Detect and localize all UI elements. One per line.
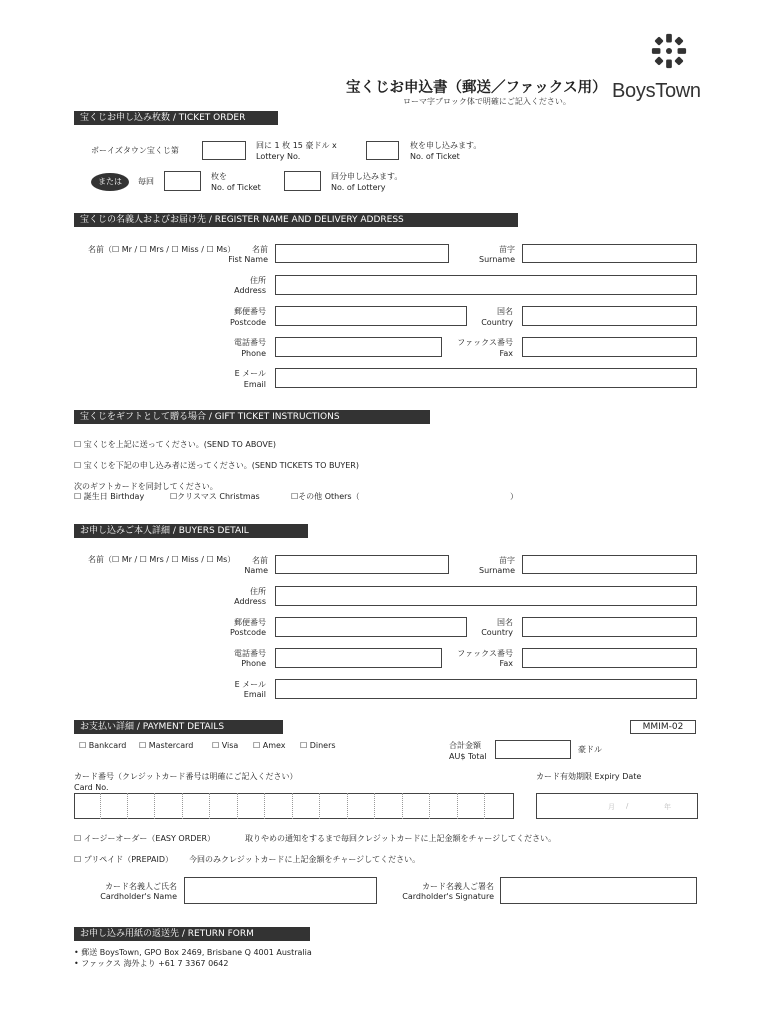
buyers-address-label-en: Address: [234, 597, 266, 606]
card-number-label-jp: カード番号（クレジットカード番号は明確にご記入ください）: [74, 772, 298, 781]
lottery-mid-label-jp: 回に 1 枚 15 豪ドル x: [256, 141, 337, 150]
register-title-options[interactable]: 名前（☐ Mr / ☐ Mrs / ☐ Miss / ☐ Ms）: [88, 245, 236, 254]
register-address-input[interactable]: [275, 275, 697, 295]
gift-send-to-buyer-option[interactable]: ☐ 宝くじを下記の申し込み者に送ってください。(SEND TICKETS TO BUYER): [74, 461, 359, 470]
card-digit-cell: [74, 793, 101, 819]
expiry-month-hint: 月: [608, 803, 615, 811]
form-code: MMIM-02: [630, 720, 696, 734]
card-digit-cell: [128, 793, 155, 819]
cardholder-name-label-en: Cardholder's Name: [100, 892, 177, 901]
total-label-en: AU$ Total: [449, 752, 487, 761]
card-digit-cell: [293, 793, 320, 819]
boystown-logo-icon: [650, 32, 688, 70]
expiry-date-input[interactable]: [536, 793, 698, 819]
card-digit-cell: [156, 793, 183, 819]
total-label-jp: 合計金額: [449, 741, 481, 750]
lottery-prefix-label: ボーイズタウン宝くじ第: [91, 146, 179, 155]
buyers-surname-input[interactable]: [522, 555, 697, 574]
lottery-count-label-en: No. of Lottery: [331, 183, 386, 192]
register-email-input[interactable]: [275, 368, 697, 388]
register-surname-input[interactable]: [522, 244, 697, 263]
form-subtitle: ローマ字ブロック体で明確にご記入ください。: [403, 97, 571, 106]
brand-logo-text: BoysTown: [612, 80, 701, 102]
expiry-label: カード有効期限 Expiry Date: [536, 772, 642, 781]
lottery-number-input[interactable]: [202, 141, 246, 160]
buyers-surname-label-jp: 苗字: [499, 556, 515, 565]
register-country-label-en: Country: [481, 318, 513, 327]
register-heading: 宝くじの名義人およびお届け先 / REGISTER NAME AND DELIVERY ADDRESS: [74, 213, 518, 227]
prepaid-description: 今回のみクレジットカードに上記金額をチャージしてください。: [189, 855, 421, 864]
register-postcode-input[interactable]: [275, 306, 467, 326]
buyers-address-label-jp: 住所: [250, 587, 266, 596]
register-phone-label-jp: 電話番号: [234, 338, 266, 347]
diners-option[interactable]: ☐ Diners: [300, 741, 336, 750]
card-digit-cell: [101, 793, 128, 819]
ticket-count-input[interactable]: [366, 141, 399, 160]
register-country-label-jp: 国名: [497, 307, 513, 316]
cardholder-signature-label-jp: カード名義人ご署名: [422, 882, 494, 891]
buyers-name-label-jp: 名前: [252, 556, 268, 565]
buyers-phone-input[interactable]: [275, 648, 442, 668]
expiry-year-hint: 年: [664, 803, 671, 811]
card-digit-cell: [431, 793, 458, 819]
each-ticket-label-jp: 枚を: [211, 172, 227, 181]
each-label: 毎回: [138, 177, 154, 186]
gift-christmas-option[interactable]: ☐クリスマス Christmas: [170, 492, 260, 501]
buyers-fax-label-en: Fax: [499, 659, 513, 668]
form-title: 宝くじお申込書（郵送／ファックス用）: [346, 80, 607, 96]
cardholder-signature-label-en: Cardholder's Signature: [402, 892, 494, 901]
gift-send-to-above-option[interactable]: ☐ 宝くじを上記に送ってください。(SEND TO ABOVE): [74, 440, 277, 449]
buyers-postcode-label-jp: 郵便番号: [234, 618, 266, 627]
buyers-heading: お申し込みご本人詳細 / BUYERS DETAIL: [74, 524, 308, 538]
ticket-order-heading: 宝くじお申し込み枚数 / TICKET ORDER: [74, 111, 278, 125]
buyers-phone-label-jp: 電話番号: [234, 649, 266, 658]
expiry-slash-hint: /: [626, 802, 629, 810]
buyers-name-label-en: Name: [244, 566, 268, 575]
gift-birthday-option[interactable]: ☐ 誕生日 Birthday: [74, 492, 145, 501]
card-digit-cell: [376, 793, 403, 819]
buyers-postcode-input[interactable]: [275, 617, 467, 637]
card-digit-cell: [403, 793, 430, 819]
register-name-label-en: Fist Name: [228, 255, 268, 264]
lottery-mid-label-en: Lottery No.: [256, 152, 301, 161]
easy-order-description: 取りやめの通知をするまで毎回クレジットカードに上記金額をチャージしてください。: [245, 834, 557, 843]
register-surname-label-en: Surname: [479, 255, 515, 264]
easy-order-option[interactable]: ☐ イージーオーダー（EASY ORDER）: [74, 834, 216, 843]
buyers-fax-label-jp: ファックス番号: [457, 649, 513, 658]
buyers-country-label-en: Country: [481, 628, 513, 637]
buyers-fax-input[interactable]: [522, 648, 697, 668]
currency-label: 豪ドル: [578, 745, 602, 754]
each-ticket-label-en: No. of Ticket: [211, 183, 261, 192]
ticket-count-label-en: No. of Ticket: [410, 152, 460, 161]
register-fax-input[interactable]: [522, 337, 697, 357]
register-country-input[interactable]: [522, 306, 697, 326]
or-badge: または: [91, 173, 129, 191]
buyers-email-input[interactable]: [275, 679, 697, 699]
prepaid-option[interactable]: ☐ プリペイド（PREPAID）: [74, 855, 173, 864]
return-fax-number: • ファックス 海外より +61 7 3367 0642: [74, 959, 229, 968]
buyers-country-label-jp: 国名: [497, 618, 513, 627]
return-form-heading: お申し込み用紙の返送先 / RETURN FORM: [74, 927, 310, 941]
total-amount-input[interactable]: [495, 740, 571, 759]
card-digit-cell: [238, 793, 265, 819]
ticket-count-label-jp: 枚を申し込みます。: [410, 141, 482, 150]
card-digit-cell: [321, 793, 348, 819]
buyers-postcode-label-en: Postcode: [229, 628, 266, 637]
visa-option[interactable]: ☐ Visa: [212, 741, 239, 750]
gift-heading: 宝くじをギフトとして贈る場合 / GIFT TICKET INSTRUCTIONS: [74, 410, 430, 424]
buyers-address-input[interactable]: [275, 586, 697, 606]
register-fax-label-jp: ファックス番号: [457, 338, 513, 347]
lottery-count-input[interactable]: [284, 171, 321, 191]
card-digit-cell: [266, 793, 293, 819]
card-digit-cell: [211, 793, 238, 819]
return-mail-address: • 郵送 BoysTown, GPO Box 2469, Brisbane Q 4001 Australia: [74, 948, 312, 957]
buyers-name-input[interactable]: [275, 555, 449, 574]
cardholder-name-input[interactable]: [184, 877, 377, 904]
lottery-count-label-jp: 回分申し込みます。: [331, 172, 403, 181]
gift-others-option[interactable]: ☐その他 Others（: [291, 492, 360, 501]
register-address-label-jp: 住所: [250, 276, 266, 285]
gift-card-intro: 次のギフトカードを同封してください。: [74, 482, 218, 491]
buyers-email-label-jp: E メール: [234, 680, 266, 689]
register-address-label-en: Address: [234, 286, 266, 295]
buyers-surname-label-en: Surname: [479, 566, 515, 575]
gift-others-close: ）: [510, 492, 518, 501]
register-surname-label-jp: 苗字: [499, 245, 515, 254]
card-digit-cell: [458, 793, 485, 819]
buyers-phone-label-en: Phone: [241, 659, 266, 668]
amex-option[interactable]: ☐ Amex: [253, 741, 286, 750]
register-email-label-en: Email: [243, 380, 266, 389]
mastercard-option[interactable]: ☐ Mastercard: [139, 741, 194, 750]
register-fax-label-en: Fax: [499, 349, 513, 358]
register-first-name-input[interactable]: [275, 244, 449, 263]
register-phone-input[interactable]: [275, 337, 442, 357]
payment-heading: お支払い詳細 / PAYMENT DETAILS: [74, 720, 283, 734]
register-postcode-label-jp: 郵便番号: [234, 307, 266, 316]
cardholder-signature-input[interactable]: [500, 877, 697, 904]
register-phone-label-en: Phone: [241, 349, 266, 358]
bankcard-option[interactable]: ☐ Bankcard: [79, 741, 127, 750]
buyers-title-options[interactable]: 名前（☐ Mr / ☐ Mrs / ☐ Miss / ☐ Ms）: [88, 555, 236, 564]
cardholder-name-label-jp: カード名義人ご氏名: [105, 882, 177, 891]
register-postcode-label-en: Postcode: [229, 318, 266, 327]
card-number-label-en: Card No.: [74, 783, 109, 792]
card-digit-cell: [183, 793, 210, 819]
register-email-label-jp: E メール: [234, 369, 266, 378]
each-ticket-count-input[interactable]: [164, 171, 201, 191]
card-digit-cell: [348, 793, 375, 819]
buyers-country-input[interactable]: [522, 617, 697, 637]
register-name-label-jp: 名前: [252, 245, 268, 254]
buyers-email-label-en: Email: [243, 690, 266, 699]
